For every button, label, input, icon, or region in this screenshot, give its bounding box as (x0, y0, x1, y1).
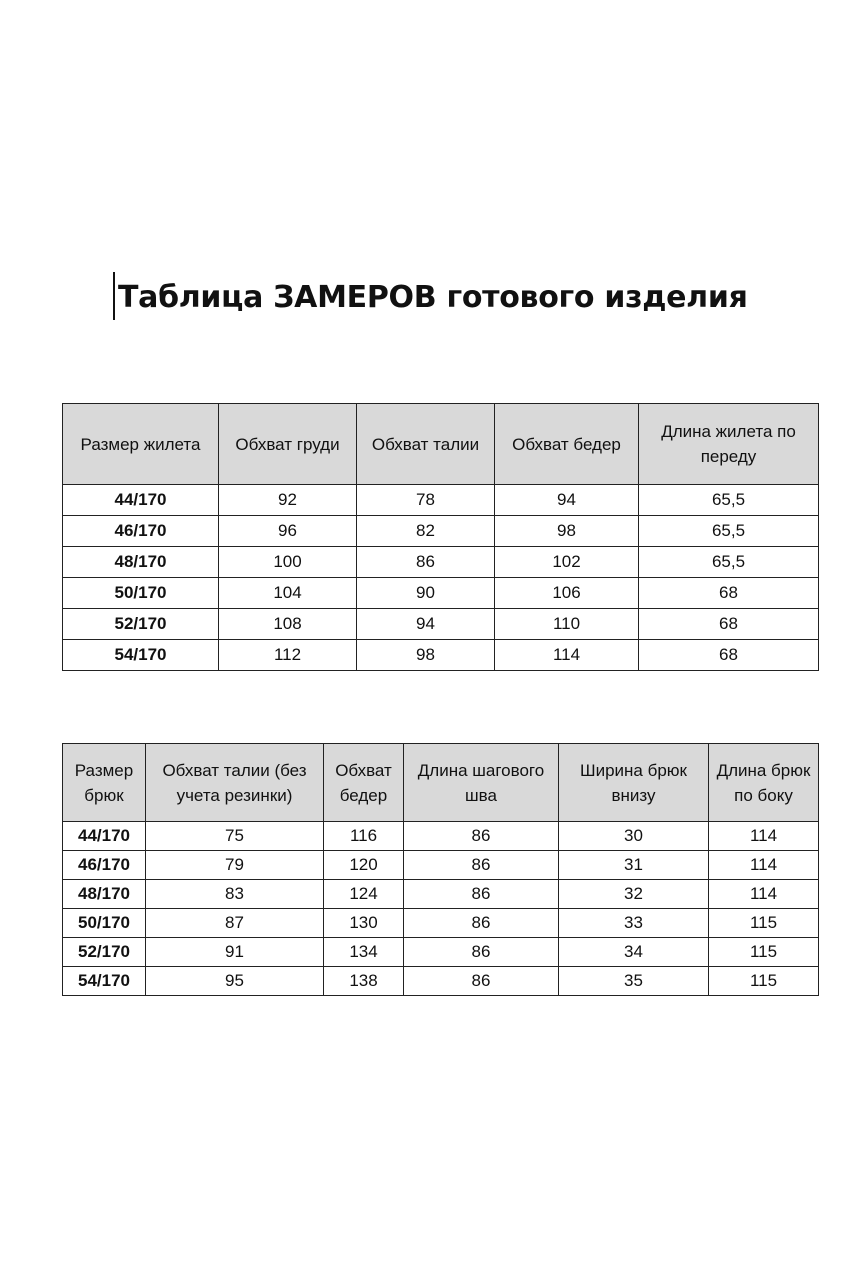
cell-hem-width: 30 (559, 822, 709, 851)
cell-inseam: 86 (404, 967, 559, 996)
cell-waist: 86 (357, 547, 495, 578)
table-row (63, 851, 819, 880)
cell-size: 46/170 (63, 516, 219, 547)
header-vest-size: Размер жилета (63, 404, 219, 485)
cell-size: 48/170 (63, 880, 146, 909)
table-row (63, 880, 819, 909)
cell-hips: 130 (324, 909, 404, 938)
cell-chest: 100 (219, 547, 357, 578)
table-row (63, 822, 819, 851)
cell-side-length: 115 (709, 938, 819, 967)
cell-waist: 78 (357, 485, 495, 516)
cell-hips: 116 (324, 822, 404, 851)
table-row (63, 938, 819, 967)
cell-hem-width: 32 (559, 880, 709, 909)
table-row (63, 516, 819, 547)
cell-size: 50/170 (63, 909, 146, 938)
cell-hem-width: 34 (559, 938, 709, 967)
table-row (63, 485, 819, 516)
cell-hem-width: 33 (559, 909, 709, 938)
trousers-measurements-table (62, 743, 819, 996)
cell-hips: 98 (495, 516, 639, 547)
header-hips: Обхват бедер (495, 404, 639, 485)
header-waist: Обхват талии (без учета резинки) (146, 744, 324, 822)
cell-hem-width: 31 (559, 851, 709, 880)
cell-side-length: 114 (709, 851, 819, 880)
cell-side-length: 115 (709, 967, 819, 996)
cell-hips: 110 (495, 609, 639, 640)
cell-waist: 94 (357, 609, 495, 640)
page-title: Таблица ЗАМЕРОВ готового изделия (118, 280, 748, 315)
cell-inseam: 86 (404, 880, 559, 909)
cell-hips: 114 (495, 640, 639, 671)
cell-size: 52/170 (63, 609, 219, 640)
cell-size: 54/170 (63, 640, 219, 671)
cell-hips: 106 (495, 578, 639, 609)
table-row (63, 609, 819, 640)
cell-waist: 82 (357, 516, 495, 547)
cell-inseam: 86 (404, 909, 559, 938)
cell-size: 44/170 (63, 822, 146, 851)
cell-length: 68 (639, 578, 819, 609)
cell-length: 65,5 (639, 485, 819, 516)
cell-inseam: 86 (404, 851, 559, 880)
cell-size: 54/170 (63, 967, 146, 996)
cell-length: 65,5 (639, 547, 819, 578)
cell-size: 46/170 (63, 851, 146, 880)
cell-chest: 96 (219, 516, 357, 547)
cell-hips: 94 (495, 485, 639, 516)
text-cursor (113, 272, 115, 320)
cell-length: 68 (639, 640, 819, 671)
cell-size: 52/170 (63, 938, 146, 967)
cell-hips: 102 (495, 547, 639, 578)
cell-hips: 138 (324, 967, 404, 996)
cell-chest: 104 (219, 578, 357, 609)
cell-chest: 112 (219, 640, 357, 671)
cell-hem-width: 35 (559, 967, 709, 996)
cell-size: 44/170 (63, 485, 219, 516)
cell-waist: 90 (357, 578, 495, 609)
cell-chest: 108 (219, 609, 357, 640)
header-trousers-size: Размер брюк (63, 744, 146, 822)
table-header-row (63, 404, 819, 485)
cell-waist: 95 (146, 967, 324, 996)
header-side-length: Длина брюк по боку (709, 744, 819, 822)
header-waist: Обхват талии (357, 404, 495, 485)
table-header-row (63, 744, 819, 822)
cell-chest: 92 (219, 485, 357, 516)
cell-inseam: 86 (404, 822, 559, 851)
table-row (63, 909, 819, 938)
cell-hips: 124 (324, 880, 404, 909)
cell-waist: 83 (146, 880, 324, 909)
cell-side-length: 115 (709, 909, 819, 938)
header-hem-width: Ширина брюк внизу (559, 744, 709, 822)
table-row (63, 967, 819, 996)
cell-waist: 87 (146, 909, 324, 938)
table-row (63, 640, 819, 671)
cell-size: 50/170 (63, 578, 219, 609)
cell-waist: 91 (146, 938, 324, 967)
cell-hips: 120 (324, 851, 404, 880)
cell-side-length: 114 (709, 822, 819, 851)
table-row (63, 547, 819, 578)
cell-waist: 98 (357, 640, 495, 671)
cell-length: 68 (639, 609, 819, 640)
header-chest: Обхват груди (219, 404, 357, 485)
cell-waist: 79 (146, 851, 324, 880)
header-hips: Обхват бедер (324, 744, 404, 822)
cell-size: 48/170 (63, 547, 219, 578)
cell-length: 65,5 (639, 516, 819, 547)
header-inseam: Длина шагового шва (404, 744, 559, 822)
header-vest-length: Длина жилета по переду (639, 404, 819, 485)
vest-measurements-table (62, 403, 819, 671)
cell-waist: 75 (146, 822, 324, 851)
cell-hips: 134 (324, 938, 404, 967)
cell-side-length: 114 (709, 880, 819, 909)
table-row (63, 578, 819, 609)
cell-inseam: 86 (404, 938, 559, 967)
